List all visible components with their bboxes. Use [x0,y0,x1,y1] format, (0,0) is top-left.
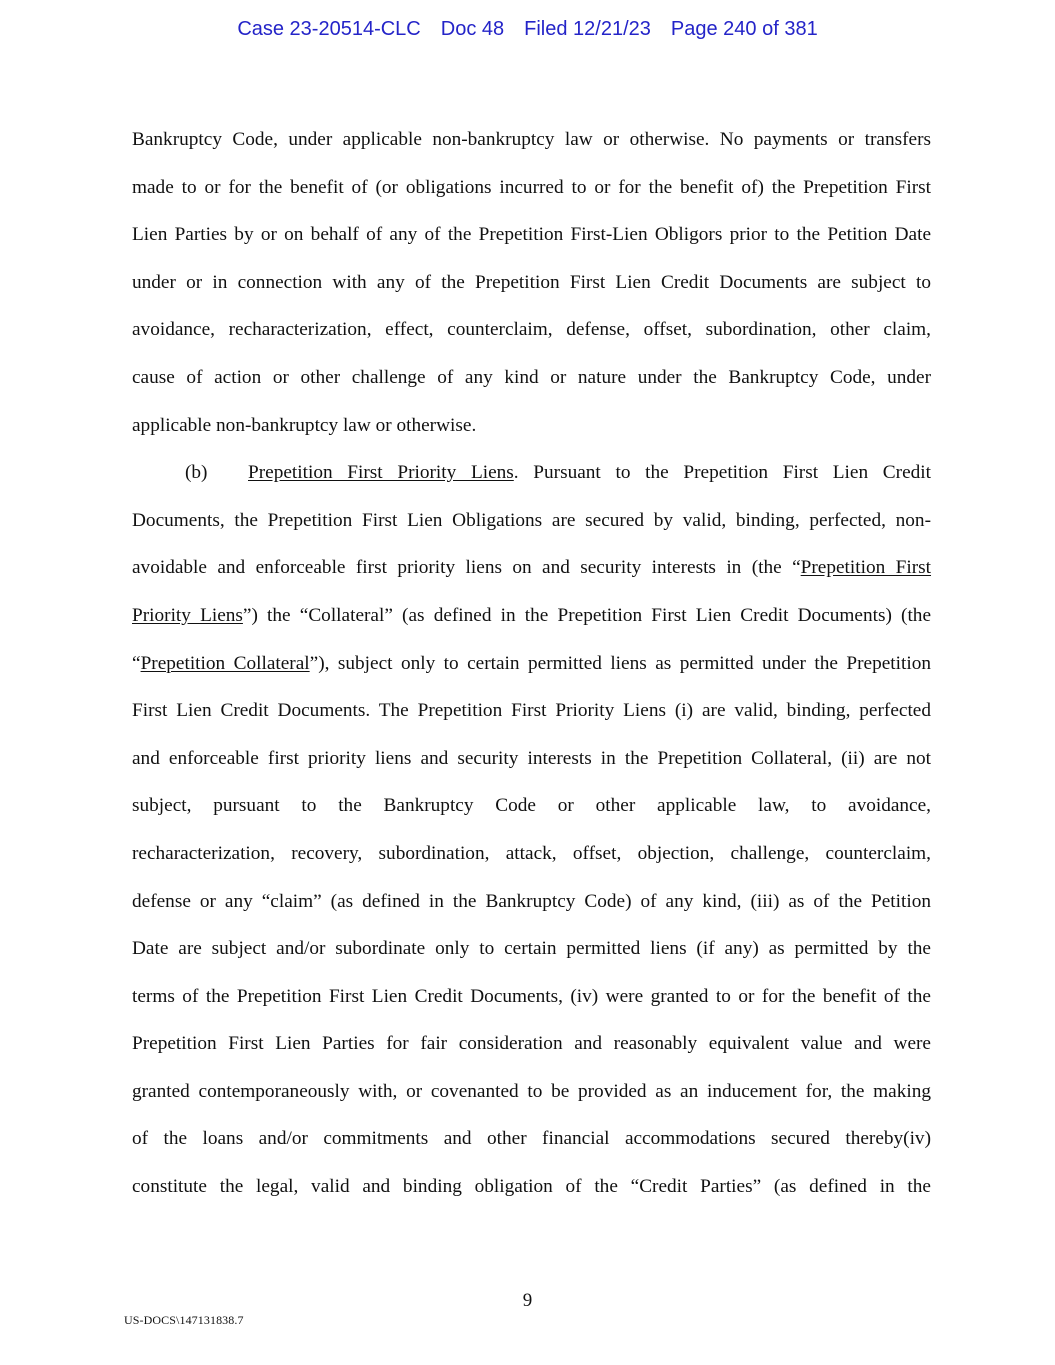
text-line: Documents, the Prepetition First Lien Obligations are secured by valid, binding, perfected, non- [132,509,931,531]
text-line: under or in connection with any of the Prepetition First Lien Credit Documents are subject to [132,271,931,293]
text-line: avoidance, recharacterization, effect, counterclaim, defense, offset, subordination, other claim, [132,319,931,341]
text-line: of the loans and/or commitments and other financial accommodations secured thereby(iv) [132,1128,931,1150]
text-line: recharacterization, recovery, subordination, attack, offset, objection, challenge, counterclaim, [132,842,931,864]
docket-number: Doc 48 [440,18,505,40]
text-segment: ”), subject only to certain permitted liens as permitted under the Prepetition [309,652,931,674]
text-line [132,592,931,640]
heading-continuation: . Pursuant to the Prepetition First Lien Credit [513,462,931,484]
text-line [132,544,931,592]
paragraph-label: (b) [185,462,208,484]
text-line: First Lien Credit Documents. The Prepetition First Priority Liens (i) are valid, binding, perfected [132,700,931,722]
defined-term: Prepetition First [800,557,932,579]
text-line: Bankruptcy Code, under applicable non-bankruptcy law or otherwise. No payments or transfers [132,129,931,150]
text-line: made to or for the benefit of (or obligations incurred to or for the benefit of) the Prepetition First [132,176,931,198]
text-segment: ”) the “Collateral” (as defined in the Prepetition First Lien Credit Documents) (the [242,604,932,626]
page-number: 9 [522,1290,533,1311]
text-line: subject, pursuant to the Bankruptcy Code or other applicable law, to avoidance, [132,795,931,817]
text-line [132,449,931,497]
text-line: constitute the legal, valid and binding obligation of the “Credit Parties” (as defined in the [132,1176,931,1198]
text-line: granted contemporaneously with, or covenanted to be provided as an inducement for, the making [132,1080,931,1102]
text-line: Prepetition First Lien Parties for fair consideration and reasonably equivalent value and were [132,1033,931,1055]
text-segment: avoidable and enforceable first priority liens on and security interests in (the “ [132,557,801,579]
text-line: Date are subject and/or subordinate only to certain permitted liens (if any) as permitted by the [132,938,931,960]
document-id: US-DOCS\147131838.7 [124,1313,244,1327]
text-line: and enforceable first priority liens and security interests in the Prepetition Collateral, (ii) are not [132,747,931,769]
text-line: terms of the Prepetition First Lien Credit Documents, (iv) were granted to or for the benefit of the [132,985,931,1007]
court-filing-header [0,18,1055,41]
filed-date: Filed 12/21/23 [524,18,651,40]
case-number: Case 23-20514-CLC [237,18,421,40]
paragraph-1 [132,116,931,449]
defined-term: Prepetition Collateral [140,652,310,674]
text-line [132,640,931,688]
text-segment: “ [132,652,141,674]
text-line: cause of action or other challenge of any kind or nature under the Bankruptcy Code, under [132,366,931,388]
paragraph-b [132,449,931,1211]
text-line: applicable non-bankruptcy law or otherwise. [132,414,477,436]
section-heading: Prepetition First Priority Liens [248,462,514,484]
document-body [132,116,931,1211]
text-line: Lien Parties by or on behalf of any of the Prepetition First-Lien Obligors prior to the Petition Date [132,224,931,246]
defined-term: Priority Liens [132,604,243,626]
text-line: defense or any “claim” (as defined in the Bankruptcy Code) of any kind, (iii) as of the Petition [132,890,931,912]
page-count: Page 240 of 381 [670,18,818,40]
